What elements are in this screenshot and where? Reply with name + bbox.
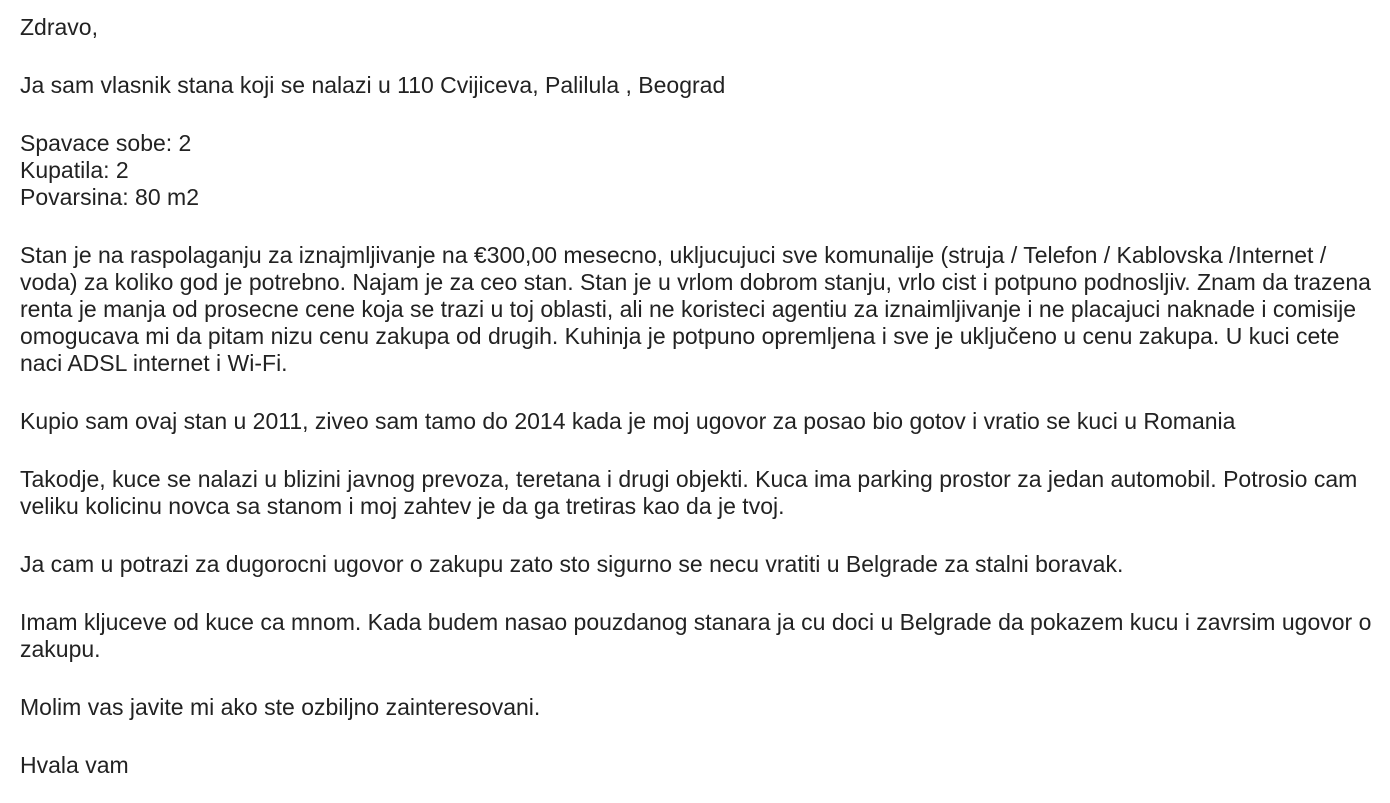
bathrooms-line: Kupatila: 2 xyxy=(20,157,129,183)
greeting: Zdravo, xyxy=(20,14,98,40)
request-paragraph: Molim vas javite mi ako ste ozbiljno zainteresovani. xyxy=(20,694,541,720)
area-line: Povarsina: 80 m2 xyxy=(20,184,199,210)
property-details xyxy=(20,130,1388,211)
keys-paragraph: Imam kljuceve od kuce ca mnom. Kada budem nasao pouzdanog stanara ja cu doci u Belgrade da pokazem kucu i zavrsim ugovor o zakupu. xyxy=(20,609,1372,662)
location-paragraph: Takodje, kuce se nalazi u blizini javnog prevoza, teretana i drugi objekti. Kuca ima parking prostor za jedan automobil. Potrosio cam veliku kolicinu novca sa stanom i moj zahtev je da ga tretiras kao da je tvoj. xyxy=(20,466,1358,519)
intro-paragraph: Ja sam vlasnik stana koji se nalazi u 110 Cvijiceva, Palilula , Beograd xyxy=(20,72,726,98)
lease-paragraph: Ja cam u potrazi za dugorocni ugovor o zakupu zato sto sigurno se necu vratiti u Belgrade za stalni boravak. xyxy=(20,551,1124,577)
history-paragraph: Kupio sam ovaj stan u 2011, ziveo sam tamo do 2014 kada je moj ugovor za posao bio gotov i vratio se kuci u Romania xyxy=(20,408,1236,434)
rent-paragraph: Stan je na raspolaganju za iznajmljivanje na €300,00 mesecno, ukljucujuci sve komunalije (struja / Telefon / Kablovska /Internet / voda) za koliko god je potrebno. Najam je za ceo stan. Stan je u vrlom dobrom stanju, vrlo cist i potpuno podnosljiv. Znam da trazena renta je manja od prosecne cene koja se trazi u toj oblasti, ali ne koristeci agentiu za iznaimljivanje i ne placajuci naknade i comisije omogucava mi da pitam nizu cenu zakupa od drugih. Kuhinja je potpuno opremljena i sve je uključeno u cenu zakupa. U kuci cete naci ADSL internet i Wi-Fi. xyxy=(20,242,1371,376)
email-body xyxy=(20,14,1388,779)
closing-line: Hvala vam xyxy=(20,752,129,778)
bedrooms-line: Spavace sobe: 2 xyxy=(20,130,192,156)
